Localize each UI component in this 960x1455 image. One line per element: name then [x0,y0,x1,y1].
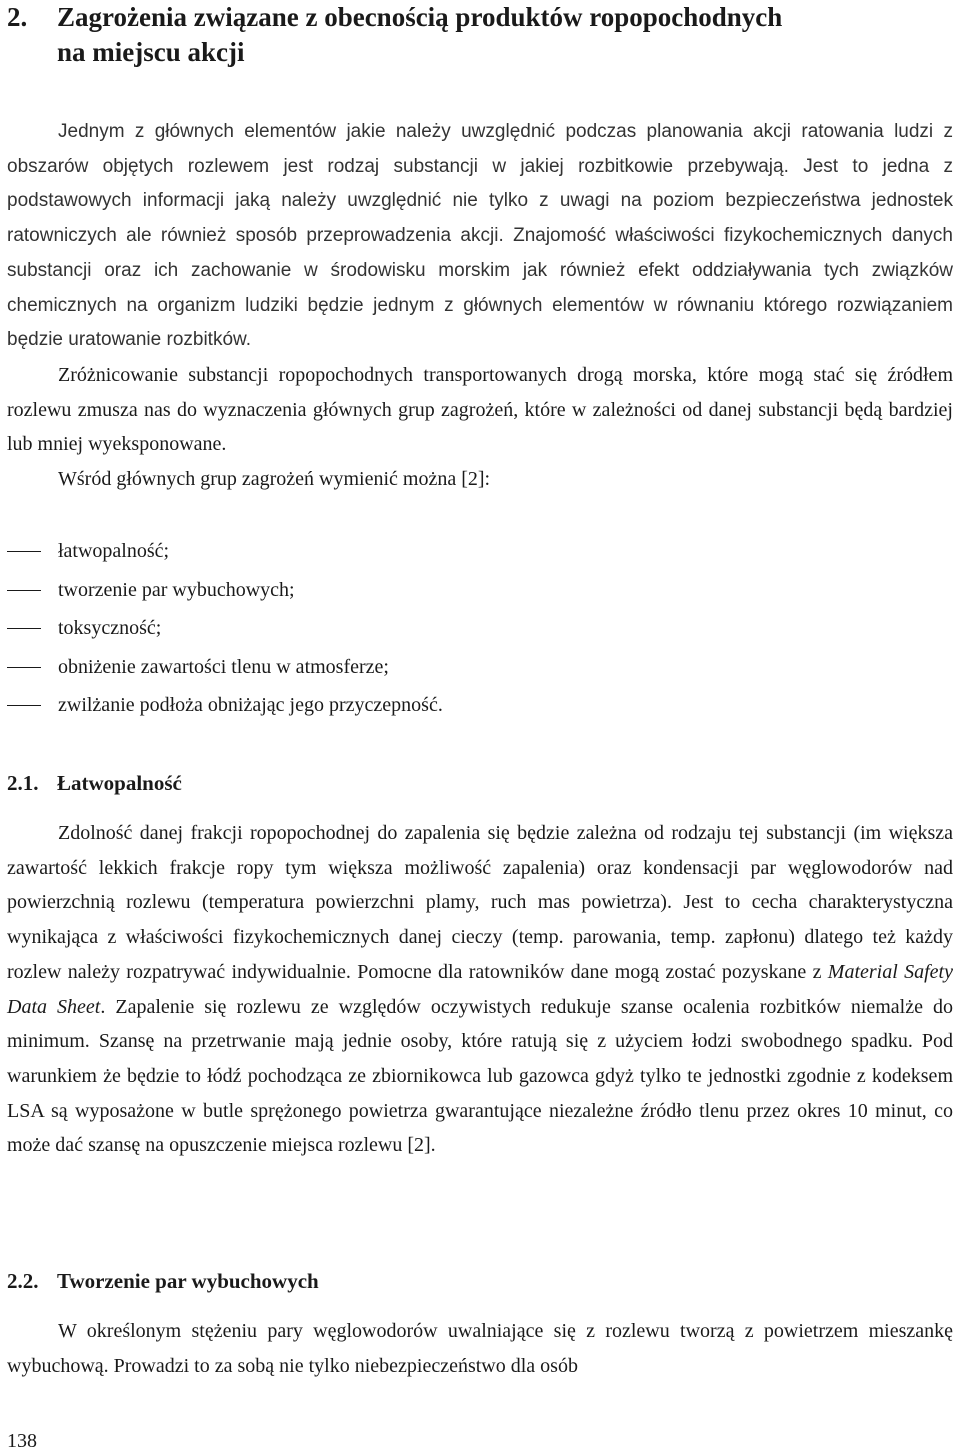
dash-bullet [7,551,41,552]
dash-bullet [7,628,41,629]
explosive-vapours-paragraph: W określonym stężeniu pary węglowodorów uwalniające się z rozlewu tworzą z powietrzem mieszankę wybuchową. Prowadzi to za sobą nie tylko niebezpieczeństwo dla osób [7,1320,953,1377]
section-title-line-1: Zagrożenia związane z obecnością produktów ropopochodnych [57,2,783,32]
list-item [7,532,443,571]
section-number: 2. [7,2,28,32]
dash-bullet [7,667,41,668]
explosive-vapours-text [7,1314,953,1383]
section-heading [7,0,953,70]
intro-paragraph-1: Jednym z głównych elementów jakie należy uwzględnić podczas planowania akcji ratowania ludzi z obszarów objętych rozlewem jest rodzaj substancji w jakiej rozbitkowie przebywają. Jest to jedna z podstawowych informacji jaką należy uwzględnić nie tylko z uwagi na poziom bezpieczeństwa jednostek ratowniczych ale również sposób przeprowadzenia akcji. Znajomość właściwości fizykochemicznych danych substancji oraz ich zachowanie w środowisku morskim jak również efekt oddziaływania tych związków chemicznych na organizm ludziki będzie jednym z głównych elementów w równaniu którego rozwiązaniem będzie uratowanie rozbitków. [7,121,953,351]
list-item [7,571,443,610]
paragraph-text: Zdolność danej frakcji ropopochodnej do zapalenia się będzie zależna od rodzaju tej substancji (im większa zawartość lekkich frakcje ropy tym większa możliwość zapalenia) oraz kondensacji par węglowodorów nad powierzchnią rozlewu (temperatura powierzchni plamy, ruch mas powietrza). Jest to cecha charakterystyczna wynikająca z właściwości fizykochemicznych danej cieczy (temp. parowania, temp. zapłonu) dlatego też każdy rozlew należy rozpatrywać indywidualnie. Pomocne dla ratowników dane mogą zostać pozyskane z [7,822,953,983]
flammability-text [7,816,953,1163]
subsection-number: 2.1. [7,771,39,795]
subsection-title: Łatwopalność [57,771,182,795]
subsection-number: 2.2. [7,1269,39,1293]
dash-bullet [7,590,41,591]
subsection-heading-flammability [7,768,182,798]
subsection-heading-explosive-vapours [7,1266,319,1296]
hazard-label: toksyczność; [58,617,162,639]
intro-paragraph-3: Wśród głównych grup zagrożeń wymienić można [2]: [58,468,491,491]
intro-paragraph-2: Zróżnicowanie substancji ropopochodnych transportowanych drogą morska, które mogą stać się źródłem rozlewu zmusza nas do wyznaczenia głównych grup zagrożeń, które w zależności od danej substancji będą bardziej lub mniej wyeksponowane. [7,363,953,456]
paragraph-text: . Zapalenie się rozlewu ze względów oczywistych redukuje szanse ocalenia rozbitków niemalże do minimum. Szansę na przetrwanie mają jednie osoby, które ratują się z użyciem łodzi swobodnego spadku. Pod warunkiem że będzie to łódź pochodząca ze zbiornikowca lub gazowca gdyż tylko te jednostki zgodnie z kodeksem LSA są wyposażone w butle sprężonego powietrza gwarantujące niezależne źródło tlenu przez okres 10 minut, co może dać szansę na opuszczenie miejsca rozlewu [2]. [7,995,954,1157]
hazard-label: zwilżanie podłoża obniżając jego przyczepność. [58,694,443,716]
hazard-list [7,532,443,725]
msds-reference: Material Safety Data Sheet [7,960,953,1018]
section-title-line-2: na miejscu akcji [57,37,245,67]
list-item [7,609,443,648]
list-item [7,686,443,725]
subsection-title: Tworzenie par wybuchowych [57,1269,319,1293]
list-item [7,648,443,687]
page-number: 138 [7,1430,37,1452]
hazard-label: łatwopalność; [58,540,170,562]
hazard-label: obniżenie zawartości tlenu w atmosferze; [58,655,389,678]
flammability-paragraph [7,816,953,1163]
intro-text [7,115,953,497]
hazard-label: tworzenie par wybuchowych; [58,578,295,601]
dash-bullet [7,705,41,706]
